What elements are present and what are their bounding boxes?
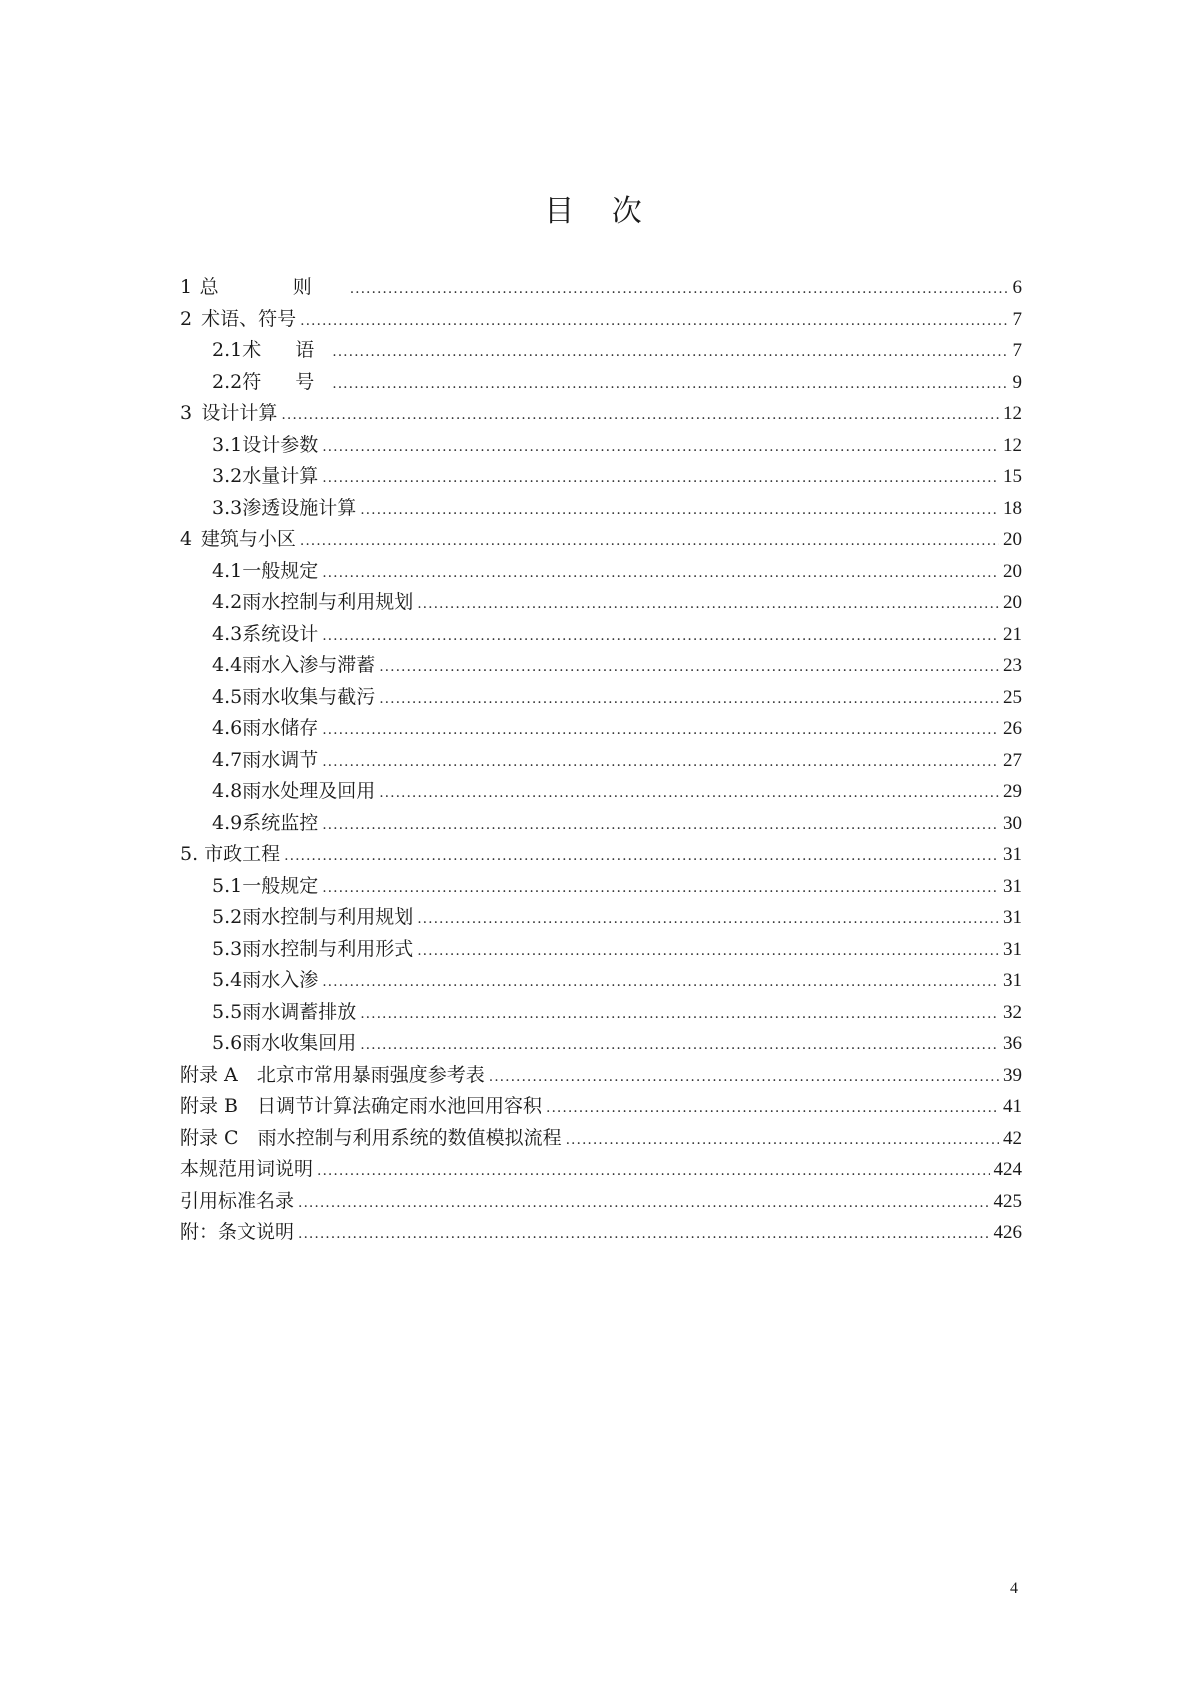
toc-leader-dots xyxy=(322,556,999,588)
toc-entry-title: 建筑与小区 xyxy=(200,528,296,550)
toc-entry-number: 3 xyxy=(180,402,193,424)
toc-entry-title: 雨水控制与利用规划 xyxy=(242,591,414,613)
toc-leader-dots xyxy=(360,493,999,525)
toc-entry-page: 20 xyxy=(1003,592,1022,613)
toc-leader-dots xyxy=(298,1217,989,1249)
toc-entry-page: 31 xyxy=(1003,875,1022,897)
toc-entry-number: 3.2 xyxy=(212,465,243,487)
toc-leader-dots xyxy=(298,1186,989,1218)
toc-entry-title: 雨水控制与利用形式 xyxy=(242,937,414,960)
toc-entry-number: 4 xyxy=(180,528,193,550)
table-of-contents xyxy=(180,272,1022,1249)
toc-entry-title: 雨水调节 xyxy=(242,748,319,771)
toc-entry-number: 5.6 xyxy=(212,1032,243,1054)
toc-leader-dots xyxy=(322,619,999,651)
toc-entry[interactable] xyxy=(180,997,1022,1029)
toc-entry[interactable] xyxy=(180,524,1022,556)
toc-entry[interactable] xyxy=(180,745,1022,777)
toc-entry-number: 5.4 xyxy=(212,969,243,991)
toc-entry-page: 424 xyxy=(993,1159,1022,1180)
toc-leader-dots xyxy=(322,461,999,493)
toc-entry-title: 一般规定 xyxy=(242,559,319,582)
toc-entry-page: 23 xyxy=(1003,655,1022,676)
toc-entry-page: 7 xyxy=(1012,308,1022,330)
toc-leader-dots xyxy=(322,713,999,745)
toc-entry-title: 5. 市政工程 xyxy=(180,843,281,865)
toc-entry-page: 15 xyxy=(1003,466,1022,487)
toc-leader-dots xyxy=(379,650,999,682)
toc-entry-number: 5.3 xyxy=(212,937,243,960)
toc-entry-page: 41 xyxy=(1003,1096,1022,1117)
toc-entry-page: 30 xyxy=(1003,812,1022,834)
toc-leader-dots xyxy=(546,1091,999,1123)
toc-entry-page: 31 xyxy=(1003,844,1022,865)
toc-leader-dots xyxy=(332,367,1008,399)
toc-entry[interactable] xyxy=(180,902,1022,934)
toc-entry[interactable] xyxy=(180,1217,1022,1249)
toc-entry-title: 设计计算 xyxy=(201,402,278,424)
toc-entry-page: 6 xyxy=(1012,277,1022,298)
toc-leader-dots xyxy=(284,839,999,871)
toc-entry-number: 1 xyxy=(180,276,193,298)
toc-entry-title: 雨水控制与利用规划 xyxy=(242,906,414,928)
toc-entry-page: 32 xyxy=(1003,1001,1022,1023)
toc-entry-page: 36 xyxy=(1003,1033,1022,1054)
toc-entry[interactable] xyxy=(180,556,1022,588)
toc-entry-number: 4.5 xyxy=(212,685,243,708)
toc-entry-title: 雨水调蓄排放 xyxy=(242,1000,357,1023)
toc-entry-number: 4.6 xyxy=(212,717,243,739)
toc-entry[interactable] xyxy=(180,1186,1022,1218)
toc-entry-page: 20 xyxy=(1003,529,1022,550)
toc-entry-number: 5.1 xyxy=(212,874,243,897)
toc-entry-title: 雨水入渗与滞蓄 xyxy=(242,654,376,676)
toc-leader-dots xyxy=(322,745,999,777)
toc-entry[interactable] xyxy=(180,1123,1022,1155)
toc-entry-title: 水量计算 xyxy=(242,465,319,487)
toc-entry-page: 12 xyxy=(1003,403,1022,424)
toc-entry-title: 雨水收集与截污 xyxy=(242,685,376,708)
toc-entry[interactable] xyxy=(180,272,1022,304)
toc-entry-title: 附：条文说明 xyxy=(180,1221,295,1243)
toc-entry[interactable] xyxy=(180,461,1022,493)
toc-entry-number: 4.3 xyxy=(212,622,243,645)
toc-entry-page: 31 xyxy=(1003,938,1022,960)
toc-entry[interactable] xyxy=(180,1060,1022,1092)
toc-entry[interactable] xyxy=(180,1028,1022,1060)
toc-entry-page: 12 xyxy=(1003,434,1022,456)
toc-entry[interactable] xyxy=(180,1091,1022,1123)
toc-entry-page: 9 xyxy=(1012,371,1022,393)
toc-entry-title: 附录 A 北京市常用暴雨强度参考表 xyxy=(180,1063,485,1086)
toc-entry-number: 5.2 xyxy=(212,906,243,928)
toc-entry-number: 3.1 xyxy=(212,433,243,456)
toc-entry-number: 4.8 xyxy=(212,780,243,802)
toc-leader-dots xyxy=(281,398,999,430)
toc-leader-dots xyxy=(489,1060,999,1092)
toc-leader-dots xyxy=(379,682,999,714)
toc-entry-title: 符 号 xyxy=(242,370,329,393)
page-number: 4 xyxy=(1010,1580,1018,1597)
toc-entry-page: 39 xyxy=(1003,1064,1022,1086)
toc-entry[interactable] xyxy=(180,587,1022,619)
toc-leader-dots xyxy=(417,587,999,619)
toc-entry-page: 31 xyxy=(1003,970,1022,991)
toc-leader-dots xyxy=(322,965,999,997)
page-title: 目 次 xyxy=(544,194,656,229)
toc-entry[interactable] xyxy=(180,839,1022,871)
toc-entry-number: 5.5 xyxy=(212,1000,243,1023)
toc-entry-page: 18 xyxy=(1003,497,1022,519)
toc-entry-title: 附录 C 雨水控制与利用系统的数值模拟流程 xyxy=(180,1126,562,1149)
toc-entry-number: 4.7 xyxy=(212,748,243,771)
toc-entry[interactable] xyxy=(180,430,1022,462)
toc-entry-title: 雨水储存 xyxy=(242,717,319,739)
toc-leader-dots xyxy=(300,524,999,556)
toc-entry-page: 26 xyxy=(1003,718,1022,739)
toc-leader-dots xyxy=(360,1028,999,1060)
toc-entry-title: 系统设计 xyxy=(242,622,319,645)
toc-leader-dots xyxy=(332,335,1008,367)
toc-entry-title: 设计参数 xyxy=(242,433,319,456)
toc-entry[interactable] xyxy=(180,1154,1022,1186)
toc-entry-page: 7 xyxy=(1012,340,1022,361)
toc-entry-number: 4.9 xyxy=(212,811,243,834)
toc-entry-title: 附录 B 日调节计算法确定雨水池回用容积 xyxy=(180,1095,543,1117)
toc-entry-page: 27 xyxy=(1003,749,1022,771)
toc-leader-dots xyxy=(417,934,999,966)
toc-leader-dots xyxy=(379,776,999,808)
toc-entry[interactable] xyxy=(180,871,1022,903)
toc-entry[interactable] xyxy=(180,965,1022,997)
toc-entry-number: 4.1 xyxy=(212,559,243,582)
toc-leader-dots xyxy=(360,997,999,1029)
toc-entry-title: 雨水入渗 xyxy=(242,969,319,991)
toc-entry-title: 一般规定 xyxy=(242,874,319,897)
toc-entry[interactable] xyxy=(180,650,1022,682)
toc-entry-number: 3.3 xyxy=(212,496,243,519)
toc-entry-page: 25 xyxy=(1003,686,1022,708)
toc-leader-dots xyxy=(322,871,999,903)
toc-entry[interactable] xyxy=(180,808,1022,840)
toc-entry-number: 4.2 xyxy=(212,591,243,613)
toc-leader-dots xyxy=(350,272,1009,304)
toc-leader-dots xyxy=(566,1123,999,1155)
toc-entry-title: 雨水收集回用 xyxy=(242,1032,357,1054)
toc-leader-dots xyxy=(417,902,999,934)
toc-entry[interactable] xyxy=(180,304,1022,336)
toc-entry[interactable] xyxy=(180,619,1022,651)
toc-leader-dots xyxy=(317,1154,989,1186)
toc-entry[interactable] xyxy=(180,398,1022,430)
toc-entry[interactable] xyxy=(180,682,1022,714)
toc-entry-title: 渗透设施计算 xyxy=(242,496,357,519)
toc-entry[interactable] xyxy=(180,335,1022,367)
toc-entry[interactable] xyxy=(180,493,1022,525)
toc-entry-title: 术语、符号 xyxy=(201,307,297,330)
toc-entry[interactable] xyxy=(180,934,1022,966)
toc-entry-title: 引用标准名录 xyxy=(180,1189,295,1212)
toc-entry-page: 20 xyxy=(1003,560,1022,582)
toc-entry-page: 21 xyxy=(1003,623,1022,645)
toc-leader-dots xyxy=(322,808,999,840)
toc-entry-number: 2.2 xyxy=(212,370,243,393)
toc-entry-title: 系统监控 xyxy=(242,811,319,834)
toc-entry-page: 29 xyxy=(1003,781,1022,802)
toc-entry-title: 总 则 xyxy=(199,276,346,298)
toc-leader-dots xyxy=(300,304,1008,336)
toc-entry-page: 426 xyxy=(993,1222,1022,1243)
toc-entry[interactable] xyxy=(180,713,1022,745)
toc-entry[interactable] xyxy=(180,776,1022,808)
toc-entry-number: 4.4 xyxy=(212,654,243,676)
toc-entry-title: 雨水处理及回用 xyxy=(242,780,376,802)
toc-entry-page: 425 xyxy=(993,1190,1022,1212)
toc-entry-page: 31 xyxy=(1003,907,1022,928)
toc-entry-number: 2.1 xyxy=(212,339,243,361)
toc-entry-number: 2 xyxy=(180,307,193,330)
toc-entry-title: 术 语 xyxy=(242,339,329,361)
toc-entry-title: 本规范用词说明 xyxy=(180,1158,314,1180)
toc-leader-dots xyxy=(322,430,999,462)
toc-entry-page: 42 xyxy=(1003,1127,1022,1149)
toc-entry[interactable] xyxy=(180,367,1022,399)
